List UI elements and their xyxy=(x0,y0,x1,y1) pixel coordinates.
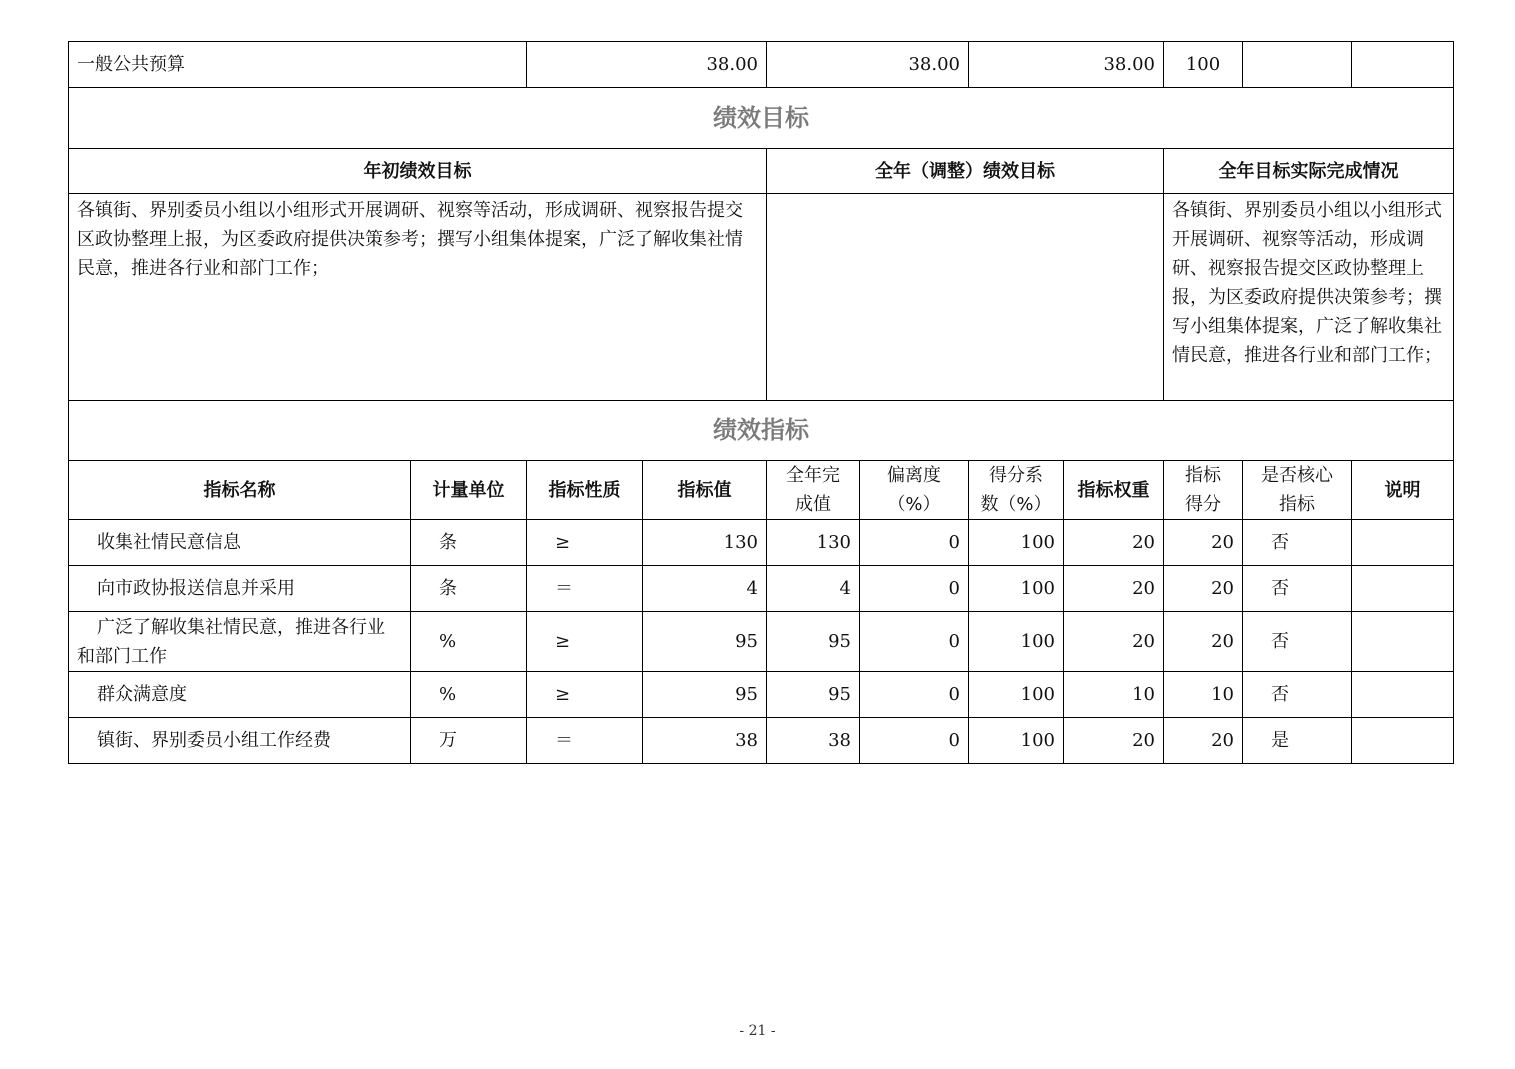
indicators-section-title: 绩效指标 xyxy=(69,401,1454,461)
indicator-weight: 20 xyxy=(1064,566,1164,612)
budget-value-4: 100 xyxy=(1164,42,1243,88)
header-nature: 指标性质 xyxy=(527,461,643,520)
header-core-line1: 是否核心 xyxy=(1261,465,1333,486)
indicator-completed: 38 xyxy=(767,718,860,764)
indicator-score: 20 xyxy=(1164,718,1243,764)
goals-actual-text: 各镇街、界别委员小组以小组形式开展调研、视察等活动，形成调研、视察报告提交区政协整理上报，为区委政府提供决策参考；撰写小组集体提案，广泛了解收集社情民意，推进各行业和部门工作； xyxy=(1164,194,1454,401)
indicator-completed: 130 xyxy=(767,520,860,566)
indicator-weight: 20 xyxy=(1064,612,1164,672)
indicator-deviation: 0 xyxy=(860,566,969,612)
indicator-coefficient: 100 xyxy=(969,672,1064,718)
indicator-nature: ≥ xyxy=(527,672,643,718)
page-number: - 21 - xyxy=(739,1023,776,1039)
goals-header-row xyxy=(69,149,1454,194)
indicator-name: 镇街、界别委员小组工作经费 xyxy=(69,718,411,764)
goals-section-title: 绩效目标 xyxy=(69,88,1454,149)
indicator-deviation: 0 xyxy=(860,718,969,764)
indicator-note xyxy=(1352,612,1454,672)
indicator-name: 群众满意度 xyxy=(69,672,411,718)
indicator-nature: ≥ xyxy=(527,612,643,672)
header-core-line2: 指标 xyxy=(1279,494,1315,515)
indicator-note xyxy=(1352,566,1454,612)
header-score-line1: 指标 xyxy=(1185,465,1221,486)
header-weight: 指标权重 xyxy=(1064,461,1164,520)
indicator-weight: 20 xyxy=(1064,520,1164,566)
header-core xyxy=(1243,461,1352,520)
header-note: 说明 xyxy=(1352,461,1454,520)
budget-value-2: 38.00 xyxy=(767,42,969,88)
budget-value-1: 38.00 xyxy=(527,42,767,88)
goals-content-row xyxy=(69,194,1454,401)
indicator-core: 否 xyxy=(1243,612,1352,672)
indicator-nature: ≥ xyxy=(527,520,643,566)
indicator-note xyxy=(1352,672,1454,718)
indicator-name: 广泛了解收集社情民意，推进各行业和部门工作 xyxy=(69,612,411,672)
goals-initial-text: 各镇街、界别委员小组以小组形式开展调研、视察等活动，形成调研、视察报告提交区政协整理上报，为区委政府提供决策参考；撰写小组集体提案，广泛了解收集社情民意，推进各行业和部门工作； xyxy=(69,194,767,401)
indicator-note xyxy=(1352,520,1454,566)
performance-table xyxy=(68,41,1454,764)
header-completed-line1: 全年完 xyxy=(786,465,840,486)
indicator-completed: 4 xyxy=(767,566,860,612)
table-row xyxy=(69,718,1454,764)
indicator-coefficient: 100 xyxy=(969,520,1064,566)
indicator-core: 是 xyxy=(1243,718,1352,764)
budget-value-3: 38.00 xyxy=(969,42,1164,88)
goals-adjusted-text xyxy=(767,194,1164,401)
indicator-core: 否 xyxy=(1243,566,1352,612)
indicator-score: 20 xyxy=(1164,520,1243,566)
indicator-nature: ＝ xyxy=(527,566,643,612)
indicator-value: 38 xyxy=(643,718,767,764)
header-unit: 计量单位 xyxy=(411,461,527,520)
budget-row xyxy=(69,42,1454,88)
header-score xyxy=(1164,461,1243,520)
indicator-coefficient: 100 xyxy=(969,566,1064,612)
indicator-deviation: 0 xyxy=(860,520,969,566)
header-deviation xyxy=(860,461,969,520)
indicator-score: 20 xyxy=(1164,566,1243,612)
goals-header-actual: 全年目标实际完成情况 xyxy=(1164,149,1454,194)
table-row xyxy=(69,566,1454,612)
table-row xyxy=(69,672,1454,718)
header-deviation-line2: （%） xyxy=(887,494,941,515)
header-score-line2: 得分 xyxy=(1185,494,1221,515)
indicator-value: 4 xyxy=(643,566,767,612)
indicator-deviation: 0 xyxy=(860,612,969,672)
indicator-name: 向市政协报送信息并采用 xyxy=(69,566,411,612)
indicator-unit: 条 xyxy=(411,566,527,612)
budget-value-5 xyxy=(1243,42,1352,88)
header-deviation-line1: 偏离度 xyxy=(887,465,941,486)
indicator-unit: 条 xyxy=(411,520,527,566)
goals-header-initial: 年初绩效目标 xyxy=(69,149,767,194)
indicator-name: 收集社情民意信息 xyxy=(69,520,411,566)
indicator-score: 10 xyxy=(1164,672,1243,718)
table-row xyxy=(69,520,1454,566)
budget-label: 一般公共预算 xyxy=(69,42,527,88)
goals-header-adjusted: 全年（调整）绩效目标 xyxy=(767,149,1164,194)
indicator-deviation: 0 xyxy=(860,672,969,718)
indicator-weight: 20 xyxy=(1064,718,1164,764)
indicator-completed: 95 xyxy=(767,612,860,672)
indicator-score: 20 xyxy=(1164,612,1243,672)
header-indicator-name: 指标名称 xyxy=(69,461,411,520)
indicator-coefficient: 100 xyxy=(969,718,1064,764)
indicator-value: 95 xyxy=(643,612,767,672)
indicator-unit: % xyxy=(411,612,527,672)
header-coefficient-line1: 得分系 xyxy=(989,465,1043,486)
indicator-core: 否 xyxy=(1243,672,1352,718)
indicator-unit: 万 xyxy=(411,718,527,764)
indicator-value: 95 xyxy=(643,672,767,718)
indicator-note xyxy=(1352,718,1454,764)
header-value: 指标值 xyxy=(643,461,767,520)
header-coefficient xyxy=(969,461,1064,520)
indicator-completed: 95 xyxy=(767,672,860,718)
header-completed-line2: 成值 xyxy=(795,494,831,515)
indicator-coefficient: 100 xyxy=(969,612,1064,672)
table-row xyxy=(69,612,1454,672)
header-completed xyxy=(767,461,860,520)
indicator-nature: ＝ xyxy=(527,718,643,764)
indicator-core: 否 xyxy=(1243,520,1352,566)
indicator-weight: 10 xyxy=(1064,672,1164,718)
header-coefficient-line2: 数（%） xyxy=(980,494,1052,515)
indicators-header-row xyxy=(69,461,1454,520)
budget-value-6 xyxy=(1352,42,1454,88)
indicator-unit: % xyxy=(411,672,527,718)
indicator-value: 130 xyxy=(643,520,767,566)
